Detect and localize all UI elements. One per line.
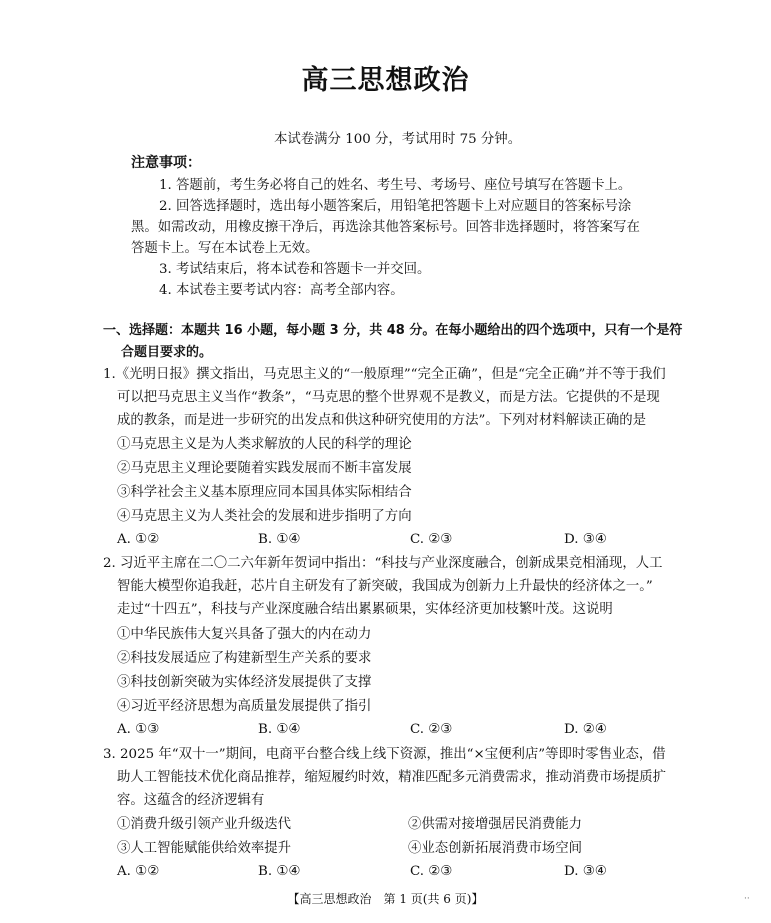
- q3-statement-4: ④业态创新拓展消费市场空间: [408, 841, 583, 856]
- q3-statement-2: ②供需对接增强居民消费能力: [408, 817, 583, 832]
- notice-heading: 注意事项：: [131, 155, 201, 171]
- q1-option-c: C. ②③: [410, 532, 453, 547]
- section-heading-cont: 合题目要求的。: [121, 345, 213, 360]
- q3-statement-1: ①消费升级引领产业升级迭代: [117, 817, 292, 832]
- q2-statement-3: ③科技创新突破为实体经济发展提供了支撑: [117, 675, 372, 690]
- q1-option-a: A. ①②: [117, 532, 160, 547]
- notice-item-2-cont2: 答题卡上。写在本试卷上无效。: [131, 241, 319, 256]
- q1-stem-cont2: 成的教条，而是进一步研究的出发点和供这种研究使用的方法”。下列对材料解读正确的是: [117, 413, 647, 428]
- q3-stem-cont2: 容。这蕴含的经济逻辑有: [117, 793, 265, 808]
- q2-statement-4: ④习近平经济思想为高质量发展提供了指引: [117, 699, 372, 714]
- section-heading: 一、选择题：本题共 16 小题，每小题 3 分，共 48 分。在每小题给出的四个选项中，只有一个是符: [103, 323, 683, 338]
- q1-stem: 1.《光明日报》撰文指出，马克思主义的“一般原理”“完全正确”，但是“完全正确”并不等于我们: [103, 367, 666, 382]
- q2-option-a: A. ①③: [117, 722, 160, 737]
- q2-option-c: C. ②③: [410, 722, 453, 737]
- q1-statement-3: ③科学社会主义基本原理应同本国具体实际相结合: [117, 485, 412, 500]
- q1-statement-1: ①马克思主义是为人类求解放的人民的科学的理论: [117, 437, 412, 452]
- corner-mark: ··: [744, 894, 750, 904]
- notice-item-2-cont: 黑。如需改动，用橡皮擦干净后，再选涂其他答案标号。回答非选择题时，将答案写在: [131, 220, 640, 235]
- q2-option-b: B. ①④: [258, 722, 301, 737]
- q3-option-c: C. ②③: [410, 864, 453, 879]
- notice-item-1: 1. 答题前，考生务必将自己的姓名、考生号、考场号、座位号填写在答题卡上。: [159, 178, 632, 193]
- q3-stem: 3. 2025 年“双十一”期间，电商平台整合线上线下资源，推出“×宝便利店”等即时零售业态，借: [103, 747, 666, 762]
- q1-statement-2: ②马克思主义理论要随着实践发展而不断丰富发展: [117, 461, 412, 476]
- q3-option-a: A. ①②: [117, 864, 160, 879]
- q3-option-d: D. ③④: [564, 864, 607, 879]
- q1-stem-cont: 可以把马克思主义当作“教条”，“马克思的整个世界观不是教义，而是方法。它提供的不是现: [117, 390, 660, 405]
- notice-item-3: 3. 考试结束后，将本试卷和答题卡一并交回。: [159, 262, 431, 277]
- q1-statement-4: ④马克思主义为人类社会的发展和进步指明了方向: [117, 509, 412, 524]
- q1-option-d: D. ③④: [564, 532, 607, 547]
- q2-statement-1: ①中华民族伟大复兴具备了强大的内在动力: [117, 627, 372, 642]
- q2-stem: 2. 习近平主席在二〇二六年新年贺词中指出：“科技与产业深度融合，创新成果竞相涌现，人工: [103, 556, 663, 571]
- q3-option-b: B. ①④: [258, 864, 301, 879]
- notice-item-2: 2. 回答选择题时，选出每小题答案后，用铅笔把答题卡上对应题目的答案标号涂: [159, 199, 632, 214]
- page-title: 高三思想政治: [301, 65, 470, 96]
- exam-info: 本试卷满分 100 分，考试用时 75 分钟。: [274, 132, 522, 147]
- q2-stem-cont: 智能大模型你追我赶，芯片自主研发有了新突破，我国成为创新力上升最快的经济体之一。”: [117, 579, 653, 594]
- q1-option-b: B. ①④: [258, 532, 301, 547]
- notice-item-4: 4. 本试卷主要考试内容：高考全部内容。: [159, 283, 404, 298]
- q2-stem-cont2: 走过“十四五”，科技与产业深度融合结出累累硕果，实体经济更加枝繁叶茂。这说明: [117, 602, 613, 617]
- q3-statement-3: ③人工智能赋能供给效率提升: [117, 841, 292, 856]
- q2-option-d: D. ②④: [564, 722, 607, 737]
- q3-stem-cont: 助人工智能技术优化商品推荐，缩短履约时效，精准匹配多元消费需求，推动消费市场提质扩: [117, 770, 667, 785]
- page-footer: 【高三思想政治 第 1 页(共 6 页)】: [287, 892, 484, 906]
- q2-statement-2: ②科技发展适应了构建新型生产关系的要求: [117, 651, 372, 666]
